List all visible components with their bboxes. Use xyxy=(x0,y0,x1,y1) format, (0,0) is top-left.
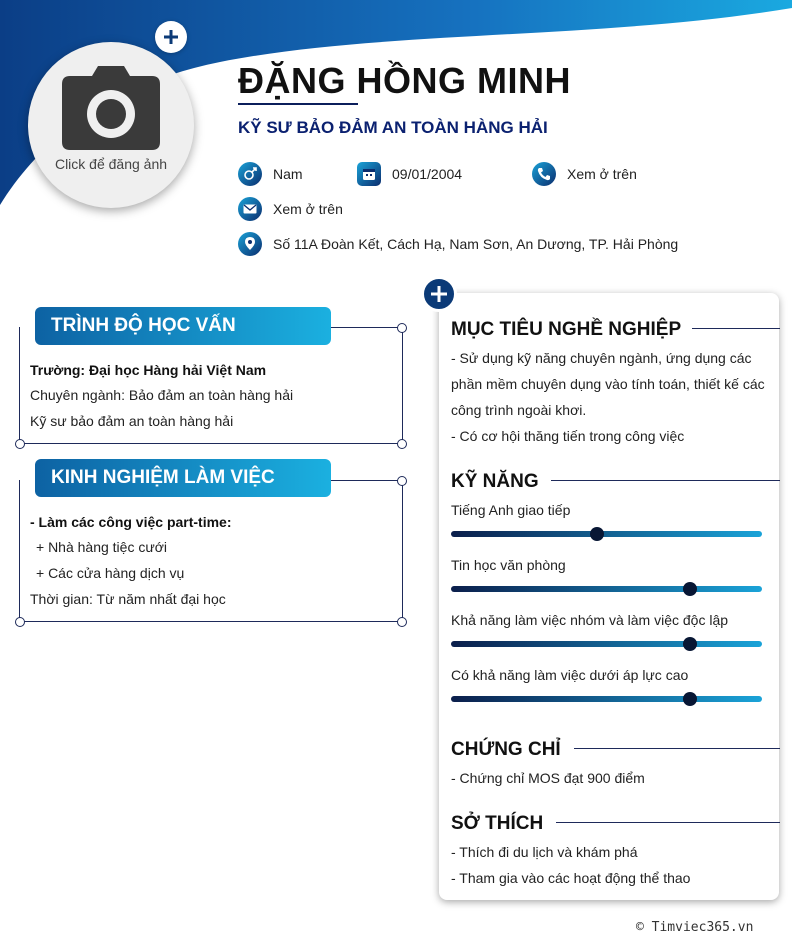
experience-line: Thời gian: Từ năm nhất đại học xyxy=(30,591,226,607)
add-photo-button[interactable] xyxy=(155,21,187,53)
objective-line: - Sử dụng kỹ năng chuyên ngành, ứng dụng các xyxy=(451,350,752,366)
experience-line: - Làm các công việc part-time: xyxy=(30,514,232,530)
phone-icon xyxy=(532,162,556,186)
experience-line: + Nhà hàng tiệc cưới xyxy=(36,539,168,555)
hobby-line: - Tham gia vào các hoạt động thể thao xyxy=(451,870,691,886)
address-value: Số 11A Đoàn Kết, Cách Hạ, Nam Sơn, An Dương, TP. Hải Phòng xyxy=(273,236,679,252)
certificate-line: - Chứng chỉ MOS đạt 900 điểm xyxy=(451,770,645,786)
camera-icon xyxy=(62,66,160,150)
skill-label: Tiếng Anh giao tiếp xyxy=(451,502,571,518)
skill-label: Có khả năng làm việc dưới áp lực cao xyxy=(451,667,689,683)
plus-icon xyxy=(424,279,454,309)
name-underline xyxy=(238,103,358,105)
candidate-name: ĐẶNG HỒNG MINH xyxy=(238,60,571,101)
birthday-value: 09/01/2004 xyxy=(392,166,463,182)
certificates-heading: CHỨNG CHỈ xyxy=(451,739,561,760)
location-icon xyxy=(238,232,262,256)
avatar-upload[interactable] xyxy=(28,42,194,208)
skill-bar[interactable] xyxy=(451,586,762,592)
education-heading: TRÌNH ĐỘ HỌC VẤN xyxy=(35,307,331,345)
skill-bar[interactable] xyxy=(451,531,762,537)
footer-credit: © Timviec365.vn xyxy=(636,920,754,935)
job-title: KỸ SƯ BẢO ĐẢM AN TOÀN HÀNG HẢI xyxy=(238,118,548,137)
heading-rule xyxy=(692,328,780,329)
skills-heading: KỸ NĂNG xyxy=(451,471,539,492)
heading-rule xyxy=(551,480,780,481)
heading-rule xyxy=(556,822,780,823)
experience-line: + Các cửa hàng dịch vụ xyxy=(36,565,185,581)
add-section-button[interactable] xyxy=(421,276,457,312)
skill-label: Tin học văn phòng xyxy=(451,557,566,573)
connector-dot xyxy=(397,439,407,449)
connector-dot xyxy=(397,323,407,333)
skill-bar[interactable] xyxy=(451,641,762,647)
hobbies-heading: SỞ THÍCH xyxy=(451,813,544,834)
objective-heading: MỤC TIÊU NGHỀ NGHIỆP xyxy=(451,319,682,340)
objective-line: công trình ngoài khơi. xyxy=(451,402,587,418)
email-icon xyxy=(238,197,262,221)
education-school: Trường: Đại học Hàng hải Việt Nam xyxy=(30,362,267,378)
connector-dot xyxy=(15,439,25,449)
heading-rule xyxy=(574,748,780,749)
email-value: Xem ở trên xyxy=(273,201,343,217)
phone-value: Xem ở trên xyxy=(567,166,637,182)
skill-bar[interactable] xyxy=(451,696,762,702)
connector-dot xyxy=(397,476,407,486)
hobby-line: - Thích đi du lịch và khám phá xyxy=(451,844,638,860)
plus-icon xyxy=(155,21,187,53)
gender-icon xyxy=(238,162,262,186)
objective-line: - Có cơ hội thăng tiến trong công việc xyxy=(451,428,685,444)
gender-value: Nam xyxy=(273,166,303,182)
connector-dot xyxy=(397,617,407,627)
education-major: Chuyên ngành: Bảo đảm an toàn hàng hải xyxy=(30,387,294,403)
experience-heading: KINH NGHIỆM LÀM VIỆC xyxy=(35,459,331,497)
connector-dot xyxy=(15,617,25,627)
education-degree: Kỹ sư bảo đảm an toàn hàng hải xyxy=(30,413,234,429)
avatar-caption: Click để đăng ảnh xyxy=(54,156,168,172)
skill-label: Khả năng làm việc nhóm và làm việc độc lập xyxy=(451,612,729,628)
objective-line: phần mềm chuyên dụng vào tính toán, thiết kế các xyxy=(451,376,765,392)
calendar-icon xyxy=(357,162,381,186)
